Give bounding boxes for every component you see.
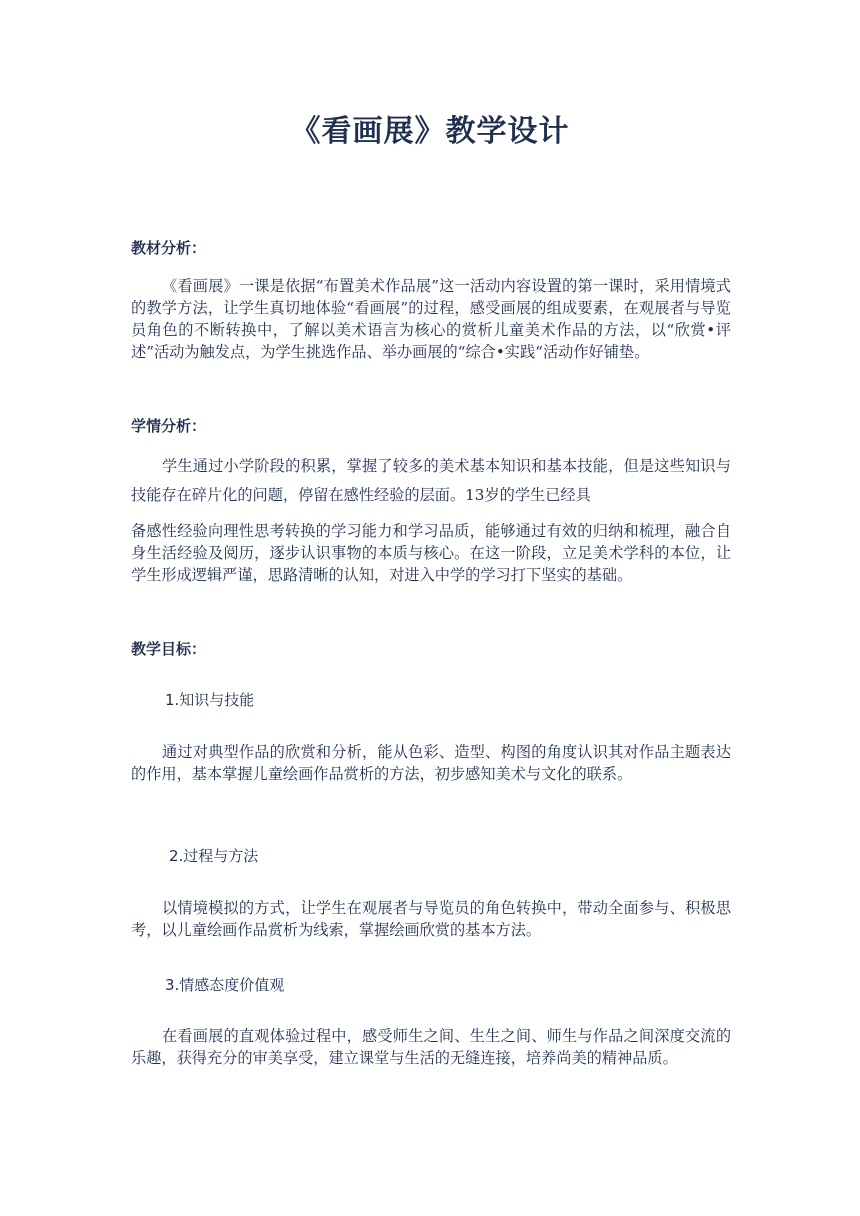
material-analysis-text: 《看画展》一课是依据“布置美术作品展”这一活动内容设置的第一课时，采用情境式的教学方法，让学生真切地体验“看画展”的过程，感受画展的组成要素，在观展者与导览员角色的不断转换中，了解以美术语言为核心的赏析儿童美术作品的方法，以“欣赏•评述”活动为触发点，为学生挑选作品、举办画展的“综合•实践“活动作好铺垫。	[131, 277, 731, 361]
objective-2-text: 以情境模拟的方式，让学生在观展者与导览员的角色转换中，带动全面参与、积极思考，以儿童绘画作品赏析为线索，掌握绘画欣赏的基本方法。	[131, 899, 731, 939]
section-heading-objectives: 教学目标：	[131, 640, 207, 658]
learner-analysis-text-part1: 学生通过小学阶段的积累，掌握了较多的美术基本知识和基本技能，但是这些知识与技能存在碎片化的问题，停留在感性经验的层面。13岁的学生已经具	[131, 457, 731, 504]
objective-3-heading: 3.情感态度价值观	[165, 976, 285, 994]
document-title: 《看画展》教学设计	[290, 114, 570, 149]
objective-2-heading: 2.过程与方法	[169, 847, 259, 865]
section-heading-material: 教材分析：	[131, 239, 207, 257]
objective-1-heading: 1.知识与技能	[165, 691, 255, 709]
objective-3-text: 在看画展的直观体验过程中，感受师生之间、生生之间、师生与作品之间深度交流的乐趣，获得充分的审美享受，建立课堂与生活的无缝连接，培养尚美的精神品质。	[131, 1027, 731, 1067]
objective-1-text: 通过对典型作品的欣赏和分析，能从色彩、造型、构图的角度认识其对作品主题表达的作用，基本掌握儿童绘画作品赏析的方法，初步感知美术与文化的联系。	[131, 743, 731, 783]
section-heading-learners: 学情分析：	[131, 417, 207, 435]
learner-analysis-text-part2: 备感性经验向理性思考转换的学习能力和学习品质，能够通过有效的归纳和梳理，融合自身生活经验及阅历，逐步认识事物的本质与核心。在这一阶段，立足美术学科的本位，让学生形成逻辑严谨，思路清晰的认知，对进入中学的学习打下坚实的基础。	[131, 522, 731, 584]
